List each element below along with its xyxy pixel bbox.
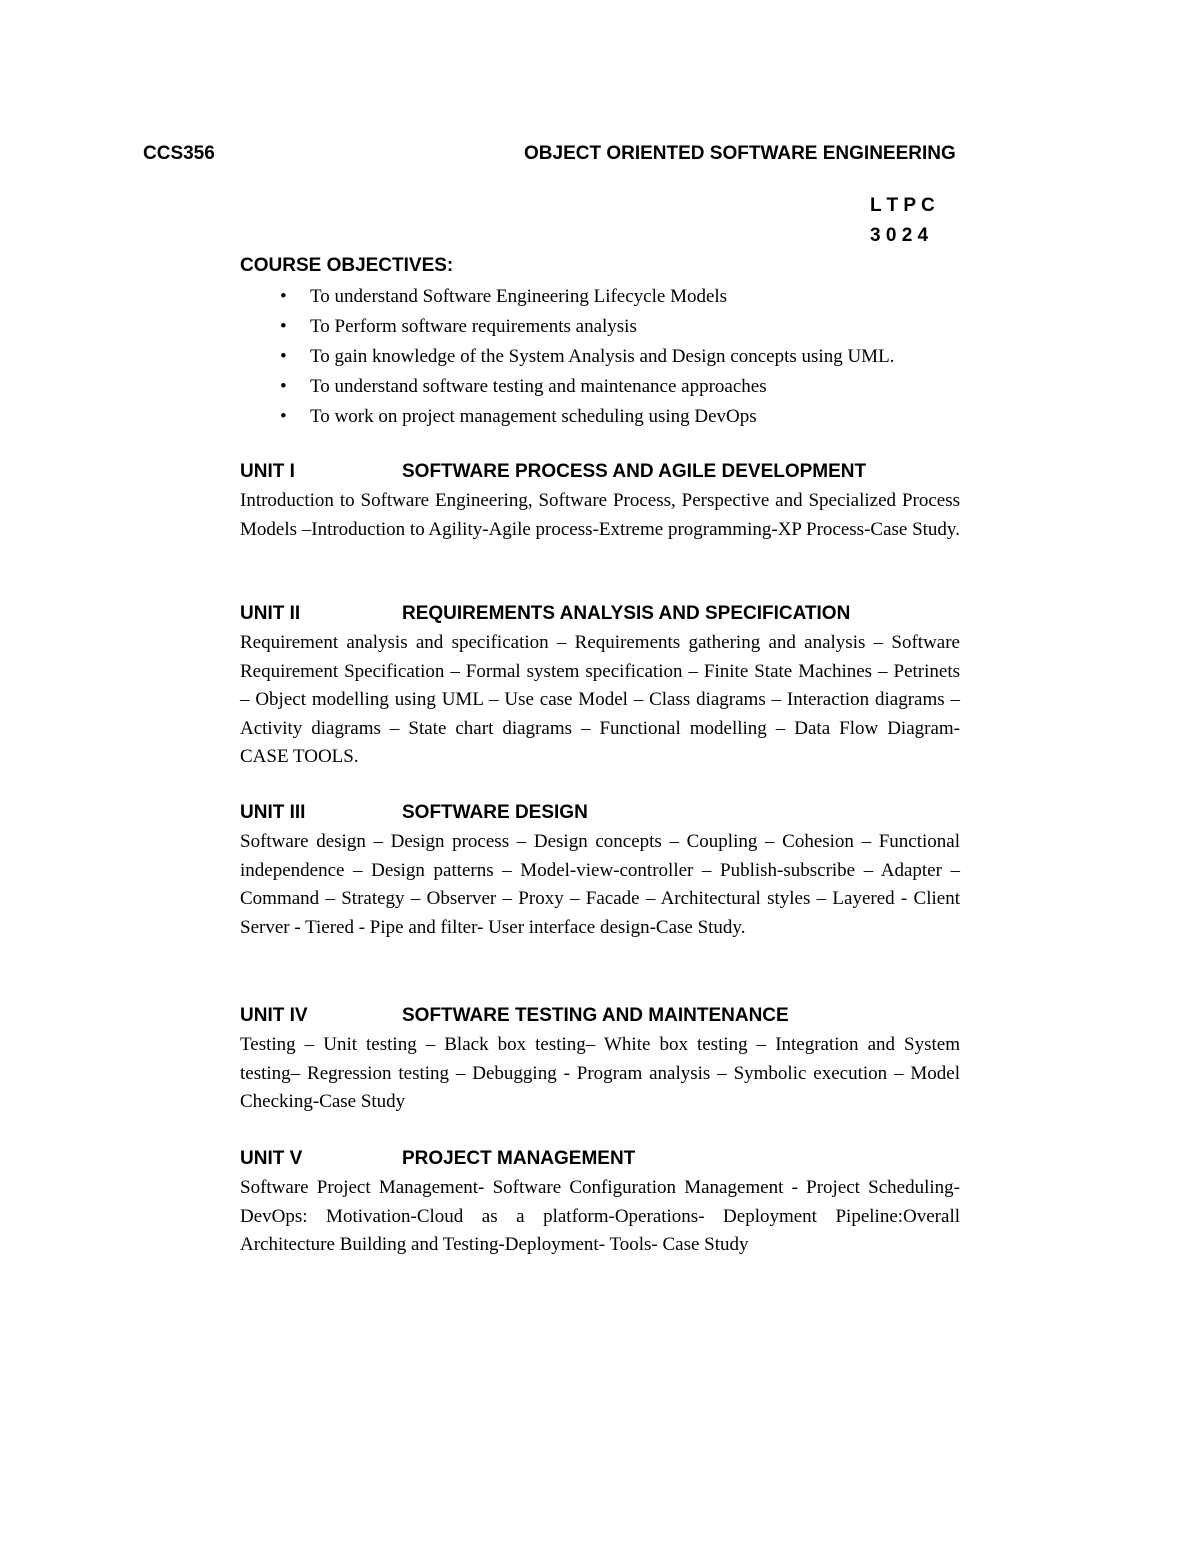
unit-title: SOFTWARE PROCESS AND AGILE DEVELOPMENT xyxy=(402,461,867,482)
objective-item xyxy=(240,342,1000,372)
unit-description: Requirement analysis and specification – Requirements gathering and analysis – Software Requirement Specification – Formal system specification – Finite State Machines – Petrinets – Object modelling using UML – Use case Model – Class diagrams – Interaction diagrams – Activity diagrams – State chart diagrams – Functional modelling – Data Flow Diagram- CASE TOOLS. xyxy=(240,632,960,767)
objective-item xyxy=(240,372,1000,402)
unit-heading xyxy=(240,1001,960,1031)
bullet-icon: • xyxy=(280,316,287,337)
course-code: CCS356 xyxy=(143,143,215,164)
unit-label: UNIT III xyxy=(240,802,306,823)
unit-heading xyxy=(240,1144,960,1174)
unit-2-section xyxy=(240,599,960,772)
unit-title: PROJECT MANAGEMENT xyxy=(402,1148,636,1169)
unit-description: Software design – Design process – Design concepts – Coupling – Cohesion – Functional independence – Design patterns – Model-view-controller – Publish-subscribe – Adapter – Command – Strategy – Observer – Proxy – Facade – Architectural styles – Layered - Client Server - Tiered - Pipe and filter- User interface design-Case Study. xyxy=(240,831,960,938)
unit-5-section xyxy=(240,1144,960,1260)
unit-heading xyxy=(240,599,960,629)
unit-heading xyxy=(240,798,960,828)
course-title: OBJECT ORIENTED SOFTWARE ENGINEERING xyxy=(524,143,956,164)
bullet-icon: • xyxy=(280,346,287,367)
unit-1-section xyxy=(240,457,960,544)
unit-description: Software Project Management- Software Configuration Management - Project Scheduling- DevOps: Motivation-Cloud as a platform-Operations- Deployment Pipeline:Overall Architecture Building and Testing-Deployment- Tools- Case Study xyxy=(240,1177,960,1255)
objective-text: To understand software testing and maintenance approaches xyxy=(310,376,767,397)
objectives-list xyxy=(240,282,1000,432)
unit-label: UNIT V xyxy=(240,1148,303,1169)
unit-label: UNIT II xyxy=(240,603,301,624)
ltpc-values: 3 0 2 4 xyxy=(870,225,929,246)
unit-title: SOFTWARE DESIGN xyxy=(402,802,588,823)
bullet-icon: • xyxy=(280,406,287,427)
objective-item xyxy=(240,402,1000,432)
unit-label: UNIT I xyxy=(240,461,295,482)
unit-label: UNIT IV xyxy=(240,1005,308,1026)
unit-description: Introduction to Software Engineering, Software Process, Perspective and Specialized Process Models –Introduction to Agility-Agile process-Extreme programming-XP Process-Case Study. xyxy=(240,490,960,540)
unit-4-section xyxy=(240,1001,960,1117)
objectives-heading: COURSE OBJECTIVES: xyxy=(240,255,454,276)
bullet-icon: • xyxy=(280,286,287,307)
unit-3-section xyxy=(240,798,960,942)
objective-item xyxy=(240,312,1000,342)
objective-text: To understand Software Engineering Lifecycle Models xyxy=(310,286,728,307)
unit-title: REQUIREMENTS ANALYSIS AND SPECIFICATION xyxy=(402,603,851,624)
objective-text: To Perform software requirements analysis xyxy=(310,316,637,337)
ltpc-labels: L T P C xyxy=(870,195,935,216)
objective-text: To gain knowledge of the System Analysis and Design concepts using UML. xyxy=(310,346,895,367)
unit-title: SOFTWARE TESTING AND MAINTENANCE xyxy=(402,1005,789,1026)
unit-heading xyxy=(240,457,960,487)
objective-item xyxy=(240,282,1000,312)
bullet-icon: • xyxy=(280,376,287,397)
unit-description: Testing – Unit testing – Black box testing– White box testing – Integration and System testing– Regression testing – Debugging - Program analysis – Symbolic execution – Model Checking-Case Study xyxy=(240,1034,960,1112)
objective-text: To work on project management scheduling using DevOps xyxy=(310,406,757,427)
